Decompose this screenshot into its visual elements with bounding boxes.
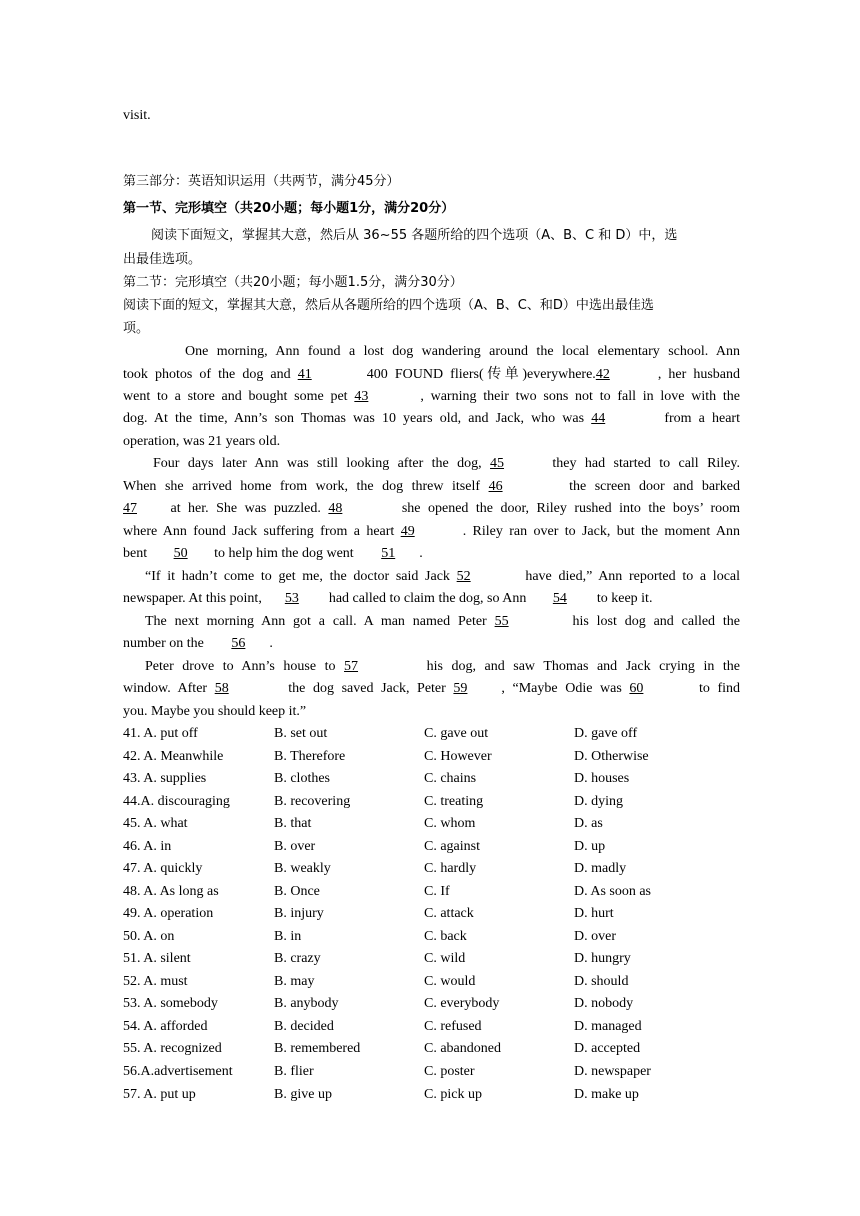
passage-p5-line3: you. Maybe you should keep it.”: [123, 704, 307, 719]
option-b: B. decided: [274, 1019, 334, 1034]
blank-59: 59: [453, 681, 468, 696]
option-c: C. everybody: [424, 996, 500, 1011]
option-b: B. that: [274, 816, 312, 831]
option-d: D. over: [574, 929, 616, 944]
option-b: B. crazy: [274, 951, 321, 966]
passage-p1-line1: One morning, Ann found a lost dog wandering around the local elementary school. Ann: [185, 344, 740, 359]
option-b: B. remembered: [274, 1041, 361, 1056]
option-b: B. Once: [274, 884, 320, 899]
passage-p5-line2: window. After 58 the dog saved Jack, Peter 59 , “Maybe Odie was 60 to find: [123, 678, 740, 700]
option-a: 43. A. supplies: [123, 771, 207, 786]
option-a: 41. A. put off: [123, 726, 198, 741]
option-b: B. in: [274, 929, 302, 944]
option-c: C. chains: [424, 771, 477, 786]
blank-57: 57: [344, 659, 359, 674]
option-b: B. Therefore: [274, 749, 346, 764]
option-a: 54. A. afforded: [123, 1019, 208, 1034]
option-row: [123, 768, 740, 790]
option-d: D. up: [574, 839, 606, 854]
option-row: [123, 993, 740, 1015]
option-c: C. pick up: [424, 1087, 482, 1102]
option-row: [123, 948, 740, 970]
option-d: D. dying: [574, 794, 623, 809]
passage-p1-line2: took photos of the dog and 41 400 FOUND fliers(传单)everywhere.42 , her husband: [123, 364, 740, 386]
option-c: C. whom: [424, 816, 476, 831]
option-c: C. If: [424, 884, 450, 899]
option-b: B. flier: [274, 1064, 314, 1079]
option-d: D. newspaper: [574, 1064, 651, 1079]
option-c: C. gave out: [424, 726, 489, 741]
option-b: B. may: [274, 974, 315, 989]
option-row: [123, 971, 740, 993]
passage-p2-line3: 47 at her. She was puzzled. 48 she opened the door, Riley rushed into the boys’ room: [123, 498, 740, 520]
option-b: B. recovering: [274, 794, 351, 809]
option-c: C. However: [424, 749, 492, 764]
passage-p3-line1: “If it hadn’t come to get me, the doctor said Jack 52 have died,” Ann reported to a local: [123, 566, 740, 588]
passage-p4-line1: The next morning Ann got a call. A man named Peter 55 his lost dog and called the: [123, 611, 740, 633]
option-c: C. poster: [424, 1064, 475, 1079]
option-row: [123, 836, 740, 858]
section2-heading: 第二节：完形填空（共20小题；每小题1.5分，满分30分）: [123, 275, 463, 290]
option-d: D. Otherwise: [574, 749, 649, 764]
blank-58: 58: [214, 681, 229, 696]
section2-instructions-line2: 项。: [123, 321, 150, 336]
option-c: C. attack: [424, 906, 474, 921]
option-row: [123, 1061, 740, 1083]
option-row: [123, 1038, 740, 1060]
blank-55: 55: [494, 614, 509, 629]
option-a: 49. A. operation: [123, 906, 214, 921]
option-row: [123, 858, 740, 880]
option-d: D. accepted: [574, 1041, 641, 1056]
blank-45: 45: [490, 456, 505, 471]
option-a: 53. A. somebody: [123, 996, 218, 1011]
option-b: B. weakly: [274, 861, 331, 876]
passage-p2-line5: bent 50 to help him the dog went 51 .: [123, 543, 740, 565]
part3-heading: 第三部分：英语知识运用（共两节，满分45分）: [123, 174, 400, 189]
blank-41: 41: [297, 367, 312, 382]
option-c: C. wild: [424, 951, 466, 966]
blank-52: 52: [456, 569, 471, 584]
passage-p4-line2: number on the 56 .: [123, 633, 740, 655]
option-a: 51. A. silent: [123, 951, 191, 966]
blank-60: 60: [629, 681, 644, 696]
option-a: 47. A. quickly: [123, 861, 203, 876]
passage-p3-line2: newspaper. At this point, 53 had called to claim the dog, so Ann 54 to keep it.: [123, 588, 740, 610]
option-d: D. houses: [574, 771, 630, 786]
option-a: 44.A. discouraging: [123, 794, 230, 809]
passage-p2-line1: Four days later Ann was still looking after the dog, 45 they had started to call Riley.: [123, 453, 740, 475]
option-row: [123, 746, 740, 768]
previous-text-fragment: visit.: [123, 108, 151, 123]
option-b: B. clothes: [274, 771, 330, 786]
option-b: B. over: [274, 839, 316, 854]
blank-56: 56: [231, 636, 246, 651]
blank-44: 44: [591, 411, 606, 426]
blank-43: 43: [354, 389, 369, 404]
blank-54: 54: [552, 591, 567, 606]
section2-instructions-line1: 阅读下面的短文，掌握其大意，然后从各题所给的四个选项（A、B、C、和D）中选出最佳选: [123, 298, 654, 313]
option-c: C. treating: [424, 794, 484, 809]
option-c: C. hardly: [424, 861, 477, 876]
section1-instructions-line1: 阅读下面短文，掌握其大意，然后从 36~55 各题所给的四个选项（A、B、C 和 D）中，选: [151, 228, 678, 243]
option-row: [123, 1016, 740, 1038]
option-row: [123, 881, 740, 903]
passage-p2-line4: where Ann found Jack suffering from a heart 49 . Riley ran over to Jack, but the moment Ann: [123, 521, 740, 543]
option-c: C. against: [424, 839, 480, 854]
blank-42: 42: [595, 367, 610, 382]
option-row: [123, 926, 740, 948]
blank-47: 47: [123, 501, 137, 516]
option-d: D. as: [574, 816, 603, 831]
option-a: 50. A. on: [123, 929, 175, 944]
blank-48: 48: [328, 501, 343, 516]
blank-49: 49: [400, 524, 415, 539]
option-d: D. As soon as: [574, 884, 652, 899]
option-c: C. refused: [424, 1019, 482, 1034]
option-b: B. injury: [274, 906, 324, 921]
blank-50: 50: [173, 546, 188, 561]
option-a: 42. A. Meanwhile: [123, 749, 224, 764]
option-c: C. abandoned: [424, 1041, 501, 1056]
section1-heading: 第一节、完形填空（共20小题；每小题1分，满分20分）: [123, 201, 455, 216]
option-b: B. give up: [274, 1087, 332, 1102]
option-b: B. anybody: [274, 996, 339, 1011]
option-d: D. madly: [574, 861, 627, 876]
option-row: [123, 1084, 740, 1106]
option-row: [123, 791, 740, 813]
option-a: 55. A. recognized: [123, 1041, 222, 1056]
option-d: D. managed: [574, 1019, 642, 1034]
option-b: B. set out: [274, 726, 328, 741]
passage-p1-line4: dog. At the time, Ann’s son Thomas was 10 years old, and Jack, who was 44 from a heart: [123, 408, 740, 430]
passage-p1-line5: operation, was 21 years old.: [123, 434, 281, 449]
option-a: 52. A. must: [123, 974, 188, 989]
option-row: [123, 813, 740, 835]
option-d: D. should: [574, 974, 629, 989]
option-d: D. nobody: [574, 996, 634, 1011]
option-c: C. back: [424, 929, 467, 944]
blank-51: 51: [381, 546, 396, 561]
option-d: D. gave off: [574, 726, 638, 741]
blank-46: 46: [488, 479, 503, 494]
passage-p2-line2: When she arrived home from work, the dog threw itself 46 the screen door and barked: [123, 476, 740, 498]
passage-p1-line3: went to a store and bought some pet 43 , warning their two sons not to fall in love with the: [123, 386, 740, 408]
option-d: D. hurt: [574, 906, 614, 921]
option-row: [123, 903, 740, 925]
option-a: 46. A. in: [123, 839, 172, 854]
section1-instructions-line2: 出最佳选项。: [123, 252, 202, 267]
option-d: D. make up: [574, 1087, 639, 1102]
option-a: 45. A. what: [123, 816, 188, 831]
blank-53: 53: [284, 591, 299, 606]
option-a: 48. A. As long as: [123, 884, 219, 899]
passage-p5-line1: Peter drove to Ann’s house to 57 his dog, and saw Thomas and Jack crying in the: [123, 656, 740, 678]
option-a: 57. A. put up: [123, 1087, 196, 1102]
option-a: 56.A.advertisement: [123, 1064, 233, 1079]
option-d: D. hungry: [574, 951, 631, 966]
option-row: [123, 723, 740, 745]
option-c: C. would: [424, 974, 476, 989]
